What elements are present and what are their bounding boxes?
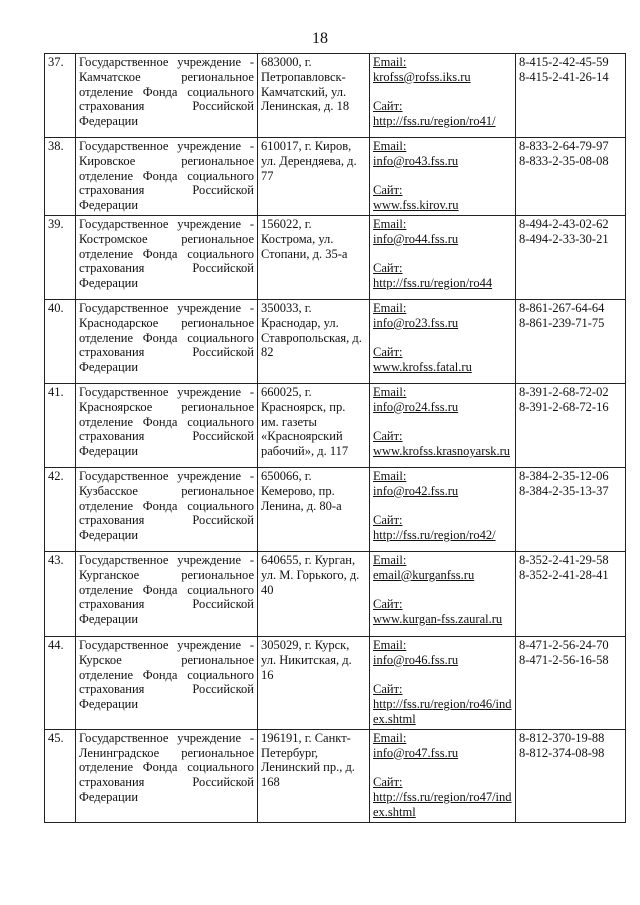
phones-cell: [516, 467, 626, 551]
phone-number: 8-833-2-35-08-08: [519, 153, 609, 168]
phone-number: 8-861-267-64-64: [519, 300, 605, 315]
postal-address: 196191, г. Санкт-Петербург, Ленинский пр., д. 168: [258, 729, 370, 822]
phones-cell: [516, 299, 626, 383]
email-link[interactable]: info@ro47.fss.ru: [373, 745, 459, 760]
organization-name: Государственное учреждение - Кузбасское региональное отделение Фонда социального страхования Российской Федерации: [76, 467, 258, 551]
row-number: 42.: [45, 467, 76, 551]
row-number: 41.: [45, 383, 76, 467]
spacer: [373, 583, 512, 598]
table-row: [45, 138, 626, 216]
contacts-cell: [370, 729, 516, 822]
site-link[interactable]: www.krofss.fatal.ru: [373, 360, 472, 375]
spacer: [373, 169, 512, 184]
fss-branches-table: [44, 53, 626, 823]
site-link[interactable]: http://fss.ru/region/ro42/: [373, 528, 496, 543]
spacer: [373, 499, 512, 514]
organization-name: Государственное учреждение - Костромское региональное отделение Фонда социального страхования Российской Федерации: [76, 215, 258, 299]
phone-number: 8-391-2-68-72-02: [519, 384, 609, 399]
email-label: Email:: [373, 730, 407, 745]
email-link[interactable]: info@ro43.fss.ru: [373, 153, 459, 168]
table-row: [45, 467, 626, 551]
phone-number: 8-494-2-33-30-21: [519, 231, 609, 246]
row-number: 40.: [45, 299, 76, 383]
phone-number: 8-384-2-35-13-37: [519, 483, 609, 498]
site-link[interactable]: www.fss.kirov.ru: [373, 198, 459, 213]
postal-address: 350033, г. Краснодар, ул. Ставропольская, д. 82: [258, 299, 370, 383]
phone-number: 8-812-374-08-98: [519, 745, 605, 760]
table-row: [45, 299, 626, 383]
spacer: [373, 85, 512, 100]
contacts-cell: [370, 299, 516, 383]
postal-address: 640655, г. Курган, ул. М. Горького, д. 40: [258, 551, 370, 636]
site-link[interactable]: www.kurgan-fss.zaural.ru: [373, 612, 503, 627]
email-label: Email:: [373, 139, 407, 153]
phones-cell: [516, 729, 626, 822]
contacts-cell: [370, 467, 516, 551]
site-label: Сайт:: [373, 261, 403, 276]
spacer: [373, 415, 512, 430]
phone-number: 8-494-2-43-02-62: [519, 216, 609, 231]
spacer: [373, 247, 512, 262]
contacts-cell: [370, 636, 516, 729]
table-body: [45, 54, 626, 823]
organization-name: Государственное учреждение - Ленинградское региональное отделение Фонда социального страхования Российской Федерации: [76, 729, 258, 822]
phone-number: 8-352-2-41-29-58: [519, 552, 609, 567]
email-label: Email:: [373, 468, 407, 483]
email-link[interactable]: info@ro23.fss.ru: [373, 315, 459, 330]
spacer: [373, 760, 512, 775]
row-number: 43.: [45, 551, 76, 636]
spacer: [373, 668, 512, 683]
organization-name: Государственное учреждение - Краснодарское региональное отделение Фонда социального страхования Российской Федерации: [76, 299, 258, 383]
phone-number: 8-415-2-42-45-59: [519, 55, 609, 69]
row-number: 44.: [45, 636, 76, 729]
phone-number: 8-861-239-71-75: [519, 315, 605, 330]
phone-number: 8-415-2-41-26-14: [519, 69, 609, 84]
postal-address: 610017, г. Киров, ул. Дерендяева, д. 77: [258, 138, 370, 216]
site-link[interactable]: http://fss.ru/region/ro44: [373, 276, 493, 291]
site-label: Сайт:: [373, 183, 403, 198]
table-row: [45, 729, 626, 822]
phone-number: 8-833-2-64-79-97: [519, 139, 609, 153]
site-label: Сайт:: [373, 597, 403, 612]
email-link[interactable]: info@ro44.fss.ru: [373, 231, 459, 246]
phones-cell: [516, 54, 626, 138]
site-label: Сайт:: [373, 682, 403, 697]
spacer: [373, 331, 512, 346]
site-link[interactable]: http://fss.ru/region/ro47/index.shtml: [373, 789, 512, 819]
organization-name: Государственное учреждение - Кировское региональное отделение Фонда социального страхования Российской Федерации: [76, 138, 258, 216]
phone-number: 8-471-2-56-16-58: [519, 652, 609, 667]
phone-number: 8-812-370-19-88: [519, 730, 605, 745]
postal-address: 305029, г. Курск, ул. Никитская, д. 16: [258, 636, 370, 729]
contacts-cell: [370, 551, 516, 636]
table-row: [45, 54, 626, 138]
site-label: Сайт:: [373, 345, 403, 360]
email-label: Email:: [373, 300, 407, 315]
contacts-cell: [370, 215, 516, 299]
email-link[interactable]: krofss@rofss.iks.ru: [373, 69, 471, 84]
email-link[interactable]: info@ro46.fss.ru: [373, 652, 459, 667]
phone-number: 8-471-2-56-24-70: [519, 637, 609, 652]
site-label: Сайт:: [373, 99, 403, 114]
row-number: 38.: [45, 138, 76, 216]
email-label: Email:: [373, 216, 407, 231]
postal-address: 650066, г. Кемерово, пр. Ленина, д. 80-а: [258, 467, 370, 551]
site-link[interactable]: www.krofss.krasnoyarsk.ru: [373, 444, 511, 459]
phones-cell: [516, 138, 626, 216]
phones-cell: [516, 551, 626, 636]
organization-name: Государственное учреждение - Камчатское региональное отделение Фонда социального страхования Российской Федерации: [76, 54, 258, 138]
contacts-cell: [370, 383, 516, 467]
site-label: Сайт:: [373, 429, 403, 444]
table-row: [45, 215, 626, 299]
organization-name: Государственное учреждение - Курганское региональное отделение Фонда социального страхования Российской Федерации: [76, 551, 258, 636]
row-number: 45.: [45, 729, 76, 822]
site-label: Сайт:: [373, 775, 403, 790]
postal-address: 683000, г. Петропавловск-Камчатский, ул. Ленинская, д. 18: [258, 54, 370, 138]
table-row: [45, 383, 626, 467]
phones-cell: [516, 215, 626, 299]
postal-address: 660025, г. Красноярск, пр. им. газеты «Красноярский рабочий», д. 117: [258, 383, 370, 467]
row-number: 37.: [45, 54, 76, 138]
contacts-cell: [370, 138, 516, 216]
site-link[interactable]: http://fss.ru/region/ro41/: [373, 114, 496, 129]
email-label: Email:: [373, 384, 407, 399]
table-row: [45, 636, 626, 729]
phone-number: 8-391-2-68-72-16: [519, 399, 609, 414]
organization-name: Государственное учреждение - Курское региональное отделение Фонда социального страхования Российской Федерации: [76, 636, 258, 729]
email-link[interactable]: email@kurganfss.ru: [373, 567, 475, 582]
phones-cell: [516, 636, 626, 729]
postal-address: 156022, г. Кострома, ул. Стопани, д. 35-а: [258, 215, 370, 299]
site-label: Сайт:: [373, 513, 403, 528]
row-number: 39.: [45, 215, 76, 299]
page-number: 18: [312, 30, 328, 47]
email-link[interactable]: info@ro42.fss.ru: [373, 483, 459, 498]
phones-cell: [516, 383, 626, 467]
email-label: Email:: [373, 552, 407, 567]
email-label: Email:: [373, 55, 407, 69]
phone-number: 8-352-2-41-28-41: [519, 567, 609, 582]
contacts-cell: [370, 54, 516, 138]
organization-name: Государственное учреждение - Красноярское региональное отделение Фонда социального страхования Российской Федерации: [76, 383, 258, 467]
phone-number: 8-384-2-35-12-06: [519, 468, 609, 483]
table-row: [45, 551, 626, 636]
site-link[interactable]: http://fss.ru/region/ro46/index.shtml: [373, 697, 512, 726]
email-label: Email:: [373, 637, 407, 652]
email-link[interactable]: info@ro24.fss.ru: [373, 399, 459, 414]
